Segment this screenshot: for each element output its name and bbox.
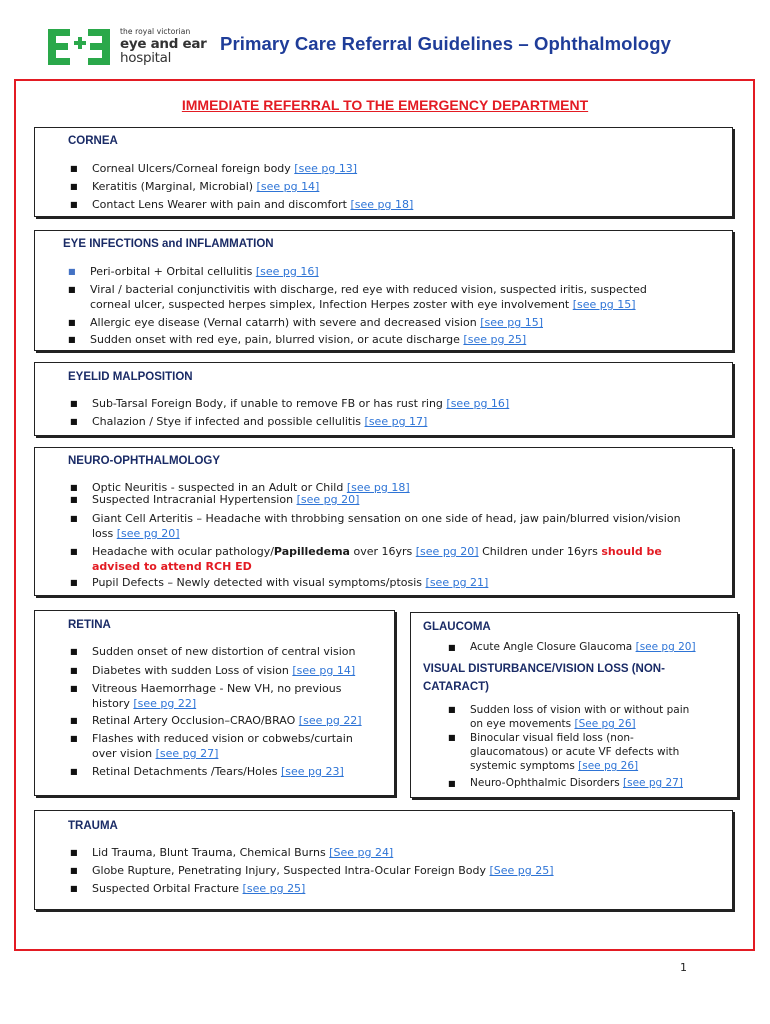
square-bullet-icon: ■ [70,767,78,776]
page-link[interactable]: [see pg 15] [480,316,543,329]
square-bullet-icon: ■ [70,164,78,173]
square-bullet-icon: ■ [70,514,78,523]
list-item: ■ Sudden onset with red eye, pain, blurred vision, or acute discharge [see pg 25] [68,333,527,346]
square-bullet-icon: ■ [70,417,78,426]
logo-mark-icon [46,27,112,67]
page-link[interactable]: [see pg 17] [364,415,428,428]
page-link[interactable]: [see pg 14] [256,180,320,193]
page-link[interactable]: [see pg 22] [298,714,362,727]
square-bullet-icon: ■ [68,285,76,294]
list-item: ■ Peri-orbital + Orbital cellulitis [see pg 16] [68,265,319,278]
hospital-logo [46,27,226,71]
page-link[interactable]: [see pg 27] [623,777,683,789]
list-item: ■ Sub-Tarsal Foreign Body, if unable to remove FB or has rust ring [see pg 16] [70,397,510,410]
square-bullet-icon: ■ [448,643,456,652]
list-item: ■ Corneal Ulcers/Corneal foreign body [see pg 13] [70,162,358,175]
square-bullet-icon: ■ [68,318,76,327]
square-bullet-icon: ■ [70,884,78,893]
main-heading: IMMEDIATE REFERRAL TO THE EMERGENCY DEPARTMENT [181,97,589,113]
square-bullet-icon: ■ [70,684,78,693]
list-item: ■ Sudden loss of vision with or without pain on eye movements [See pg 26] [448,704,690,730]
page-link[interactable]: [see pg 15] [572,298,636,311]
visual-disturbance-title: VISUAL DISTURBANCE/VISION LOSS (NON- CATARACT) [423,663,665,693]
square-bullet-icon: ■ [70,495,78,504]
square-bullet-icon: ■ [448,733,456,742]
list-item: ■ Retinal Detachments /Tears/Holes [see pg 23] [70,765,344,778]
square-bullet-icon: ■ [68,335,76,344]
list-item: ■ Pupil Defects – Newly detected with visual symptoms/ptosis [see pg 21] [70,576,489,589]
list-item: ■ Diabetes with sudden Loss of vision [see pg 14] [70,664,356,677]
square-bullet-icon: ■ [448,705,456,714]
list-item: ■ Allergic eye disease (Vernal catarrh) with severe and decreased vision [see pg 15] [68,316,543,329]
trauma-title: TRAUMA [68,820,118,832]
list-item: ■ Keratitis (Marginal, Microbial) [see pg 14] [70,180,320,193]
list-item: ■ Retinal Artery Occlusion–CRAO/BRAO [see pg 22] [70,714,362,727]
square-bullet-icon: ■ [70,716,78,725]
square-bullet-icon: ■ [70,848,78,857]
list-item: ■ Giant Cell Arteritis – Headache with throbbing sensation on one side of head, jaw pain/blurred vision/vision loss [see pg 20] [70,512,681,540]
retina-title: RETINA [68,619,111,631]
list-item: ■ Sudden onset of new distortion of central vision [70,645,356,658]
list-item: ■ Optic Neuritis - suspected in an Adult or Child [see pg 18] [70,481,410,494]
square-bullet-icon: ■ [70,200,78,209]
square-bullet-icon: ■ [448,779,456,788]
list-item: ■ Neuro-Ophthalmic Disorders [see pg 27] [448,777,683,789]
square-bullet-icon: ■ [70,547,78,556]
square-bullet-icon: ■ [70,647,78,656]
logo-wordmark [120,27,230,66]
page-link[interactable]: [see pg 16] [446,397,510,410]
page-link[interactable]: [see pg 20] [296,493,360,506]
list-item: ■ Suspected Intracranial Hypertension [see pg 20] [70,493,360,506]
page-link[interactable]: [see pg 18] [350,198,414,211]
page-link[interactable]: [see pg 20] [635,641,696,653]
page-link[interactable]: [see pg 26] [578,760,639,772]
neuro-title: NEURO-OPHTHALMOLOGY [68,455,221,467]
eye-infections-title: EYE INFECTIONS and INFLAMMATION [63,238,274,250]
glaucoma-title: GLAUCOMA [423,621,491,633]
logo-line-3: hospital [120,50,172,66]
list-item: ■ Globe Rupture, Penetrating Injury, Suspected Intra-Ocular Foreign Body [See pg 25] [70,864,554,877]
list-item: ■ Viral / bacterial conjunctivitis with discharge, red eye with reduced vision, suspected iritis, suspected corneal ulcer, suspected herpes simplex, Infection Herpes zoster with eye involvement [see pg 15] [68,283,647,311]
page-link[interactable]: [See pg 25] [489,864,554,877]
logo-line-1: the royal victorian [120,27,191,36]
eyelid-title: EYELID MALPOSITION [68,371,193,383]
square-bullet-icon: ■ [70,578,78,587]
page-link[interactable]: [see pg 20] [415,545,479,558]
list-item: ■ Binocular visual field loss (non- glaucomatous) or acute VF defects with systemic symptoms [see pg 26] [448,732,680,772]
square-bullet-icon: ■ [70,483,78,492]
page-link[interactable]: [see pg 13] [294,162,358,175]
page-link[interactable]: [see pg 16] [255,265,319,278]
list-item: ■ Suspected Orbital Fracture [see pg 25] [70,882,306,895]
page-link[interactable]: [See pg 24] [329,846,394,859]
logo-line-2: eye and ear [120,35,207,52]
page-link[interactable]: [see pg 18] [346,481,410,494]
square-bullet-icon: ■ [70,666,78,675]
list-item: ■ Lid Trauma, Blunt Trauma, Chemical Burns [See pg 24] [70,846,394,859]
page-link[interactable]: [see pg 25] [463,333,527,346]
page-link[interactable]: [See pg 26] [574,718,636,730]
cornea-title: CORNEA [68,135,118,147]
list-item: ■ Vitreous Haemorrhage - New VH, no previous history [see pg 22] [70,682,342,710]
square-bullet-icon: ■ [68,267,76,276]
list-item: ■ Contact Lens Wearer with pain and discomfort [see pg 18] [70,198,414,211]
list-item: ■ Flashes with reduced vision or cobwebs/curtain over vision [see pg 27] [70,732,353,760]
list-item: ■ Headache with ocular pathology/Papilledema over 16yrs [see pg 20] Children under 16yrs should be advised to attend RCH ED [70,545,662,573]
page-link[interactable]: [see pg 14] [292,664,356,677]
page-link[interactable]: [see pg 20] [116,527,180,540]
square-bullet-icon: ■ [70,734,78,743]
page-link[interactable]: [see pg 23] [280,765,344,778]
page-link[interactable]: [see pg 27] [155,747,219,760]
square-bullet-icon: ■ [70,182,78,191]
list-item: ■ Acute Angle Closure Glaucoma [see pg 20] [448,641,696,653]
page-link[interactable]: [see pg 25] [242,882,306,895]
page-number: 1 [680,961,687,974]
list-item: ■ Chalazion / Stye if infected and possible cellulitis [see pg 17] [70,415,428,428]
square-bullet-icon: ■ [70,399,78,408]
document-title: Primary Care Referral Guidelines – Ophthalmology [220,33,671,54]
page-link[interactable]: [see pg 22] [133,697,197,710]
page-link[interactable]: [see pg 21] [425,576,489,589]
square-bullet-icon: ■ [70,866,78,875]
